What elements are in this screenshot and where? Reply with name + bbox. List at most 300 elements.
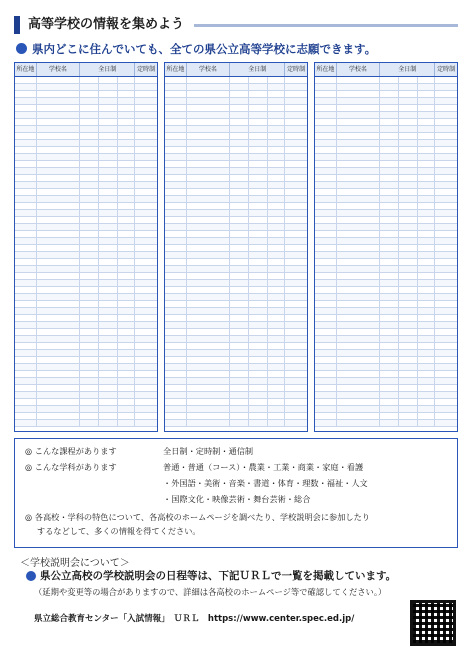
table-cell <box>15 357 37 363</box>
table-cell <box>285 273 307 279</box>
table-cell <box>118 140 136 146</box>
table-cell <box>15 175 37 181</box>
table-cell <box>118 385 136 391</box>
table-cell <box>165 154 187 160</box>
table-cell <box>99 112 118 118</box>
table-cell <box>99 308 118 314</box>
table-cell <box>187 175 230 181</box>
table-cell <box>37 385 80 391</box>
table-cell <box>315 119 337 125</box>
info-text: 県公立高校の学校説明会の日程等は、下記ＵＲＬで一覧を掲載しています。 <box>40 570 397 582</box>
table-cell <box>230 336 249 342</box>
table-cell <box>315 350 337 356</box>
table-cell <box>230 210 249 216</box>
table-row <box>315 133 457 140</box>
table-row <box>315 280 457 287</box>
table-cell <box>187 259 230 265</box>
table-cell <box>15 140 37 146</box>
table-cell <box>15 98 37 104</box>
table-cell <box>315 98 337 104</box>
table-cell <box>187 126 230 132</box>
table-cell <box>435 147 457 153</box>
table-cell <box>15 224 37 230</box>
table-cell <box>80 329 99 335</box>
table-cell <box>99 196 118 202</box>
table-row <box>165 392 307 399</box>
table-cell <box>118 252 136 258</box>
table-cell <box>37 252 80 258</box>
footer-url[interactable]: 県立総合教育センター「入試情報」 ＵＲＬ https://www.center.spec.ed.jp/ <box>34 614 355 624</box>
table-cell <box>337 245 380 251</box>
table-cell <box>315 154 337 160</box>
table-cell <box>268 196 286 202</box>
table-cell <box>399 343 418 349</box>
table-cell <box>15 238 37 244</box>
table-cell <box>230 371 249 377</box>
table-cell <box>268 112 286 118</box>
table-row <box>165 98 307 105</box>
table-row <box>315 266 457 273</box>
table-cell <box>435 189 457 195</box>
table-cell <box>165 301 187 307</box>
table-cell <box>399 315 418 321</box>
table-cell <box>337 161 380 167</box>
table-row <box>15 315 157 322</box>
table-cell <box>15 189 37 195</box>
table-cell <box>249 133 268 139</box>
table-cell <box>37 84 80 90</box>
table-cell <box>118 105 136 111</box>
table-cell <box>187 238 230 244</box>
column-header: 定時制 <box>137 66 156 73</box>
table-cell <box>118 329 136 335</box>
table-cell <box>135 98 157 104</box>
table-cell <box>165 182 187 188</box>
table-cell <box>230 259 249 265</box>
table-cell <box>418 315 436 321</box>
table-cell <box>15 266 37 272</box>
table-cell <box>337 182 380 188</box>
table-cell <box>380 336 399 342</box>
column-header: 全日制 <box>80 63 135 76</box>
table-cell <box>315 266 337 272</box>
table-cell <box>165 217 187 223</box>
table-cell <box>315 203 337 209</box>
table-cell <box>118 273 136 279</box>
table-cell <box>418 308 436 314</box>
table-cell <box>118 378 136 384</box>
table-cell <box>37 259 80 265</box>
table-cell <box>435 420 457 426</box>
table-cell <box>380 105 399 111</box>
table-cell <box>99 217 118 223</box>
table-cell <box>99 77 118 83</box>
table-cell <box>187 322 230 328</box>
table-cell <box>80 252 99 258</box>
table-cell <box>99 238 118 244</box>
table-cell <box>268 420 286 426</box>
table-cell <box>80 357 99 363</box>
table-row <box>315 392 457 399</box>
table-row <box>15 175 157 182</box>
table-cell <box>285 266 307 272</box>
table-cell <box>37 308 80 314</box>
table-cell <box>80 189 99 195</box>
table-row <box>165 154 307 161</box>
table-cell <box>99 371 118 377</box>
table-cell <box>165 308 187 314</box>
table-cell <box>337 119 380 125</box>
banner-text: 県内どこに住んでいても、全ての県公立高等学校に志願できます。 <box>32 42 377 56</box>
table-cell <box>187 287 230 293</box>
table-cell <box>187 252 230 258</box>
table-cell <box>315 294 337 300</box>
table-cell <box>268 364 286 370</box>
table-row <box>315 378 457 385</box>
table-cell <box>187 399 230 405</box>
table-cell <box>399 350 418 356</box>
table-row <box>15 287 157 294</box>
table-cell <box>418 322 436 328</box>
table-cell <box>187 105 230 111</box>
table-cell <box>135 301 157 307</box>
table-row <box>15 343 157 350</box>
table-row <box>15 245 157 252</box>
table-cell <box>80 336 99 342</box>
table-cell <box>337 413 380 419</box>
table-cell <box>380 252 399 258</box>
table-cell <box>37 329 80 335</box>
table-cell <box>380 287 399 293</box>
table-cell <box>399 371 418 377</box>
table-cell <box>37 231 80 237</box>
table-row <box>315 343 457 350</box>
table-cell <box>285 350 307 356</box>
table-cell <box>399 168 418 174</box>
table-cell <box>135 147 157 153</box>
table-cell <box>285 84 307 90</box>
table-cell <box>268 147 286 153</box>
table-cell <box>15 308 37 314</box>
table-cell <box>315 210 337 216</box>
table-cell <box>435 308 457 314</box>
table-cell <box>249 238 268 244</box>
table-cell <box>315 133 337 139</box>
table-row <box>165 287 307 294</box>
table-row <box>315 301 457 308</box>
table-cell <box>15 322 37 328</box>
table-cell <box>337 175 380 181</box>
table-row <box>165 315 307 322</box>
table-cell <box>187 133 230 139</box>
table-cell <box>80 112 99 118</box>
table-cell <box>135 399 157 405</box>
table-cell <box>249 196 268 202</box>
table-cell <box>315 112 337 118</box>
table-row <box>165 133 307 140</box>
table-cell <box>315 364 337 370</box>
table-cell <box>165 336 187 342</box>
table-row <box>315 98 457 105</box>
table-cell <box>249 399 268 405</box>
table-cell <box>380 238 399 244</box>
table-row <box>15 105 157 112</box>
table-cell <box>80 182 99 188</box>
table-row <box>315 406 457 413</box>
table-cell <box>399 357 418 363</box>
table-cell <box>165 140 187 146</box>
table-cell <box>399 77 418 83</box>
table-cell <box>230 420 249 426</box>
table-cell <box>187 154 230 160</box>
table-cell <box>187 266 230 272</box>
table-cell <box>165 161 187 167</box>
table-cell <box>337 280 380 286</box>
table-cell <box>15 91 37 97</box>
table-cell <box>80 203 99 209</box>
school-table-middle <box>164 62 308 432</box>
table-row <box>15 280 157 287</box>
table-row <box>315 217 457 224</box>
table-cell <box>187 406 230 412</box>
table-row <box>15 203 157 210</box>
table-cell <box>285 259 307 265</box>
table-cell <box>249 98 268 104</box>
table-row <box>315 399 457 406</box>
table-row <box>165 259 307 266</box>
table-cell <box>285 301 307 307</box>
table-cell <box>80 140 99 146</box>
table-cell <box>80 308 99 314</box>
table-cell <box>230 294 249 300</box>
table-row <box>165 273 307 280</box>
table-cell <box>337 196 380 202</box>
school-table-left <box>14 62 158 432</box>
qr-code-icon[interactable] <box>410 600 456 646</box>
table-cell <box>165 105 187 111</box>
table-cell <box>380 273 399 279</box>
table-cell <box>380 224 399 230</box>
table-row <box>315 357 457 364</box>
table-body <box>15 77 157 431</box>
table-cell <box>165 364 187 370</box>
table-cell <box>399 182 418 188</box>
table-cell <box>135 378 157 384</box>
table-cell <box>268 105 286 111</box>
table-cell <box>285 119 307 125</box>
table-cell <box>135 175 157 181</box>
table-cell <box>285 112 307 118</box>
table-cell <box>249 210 268 216</box>
table-cell <box>418 420 436 426</box>
table-cell <box>99 203 118 209</box>
table-cell <box>249 308 268 314</box>
page-title: 高等学校の情報を集めよう <box>28 17 185 32</box>
table-cell <box>80 280 99 286</box>
table-cell <box>80 322 99 328</box>
table-cell <box>230 203 249 209</box>
table-cell <box>435 287 457 293</box>
table-cell <box>99 301 118 307</box>
table-cell <box>268 357 286 363</box>
table-cell <box>99 385 118 391</box>
table-cell <box>380 91 399 97</box>
table-cell <box>187 245 230 251</box>
table-row <box>15 301 157 308</box>
table-cell <box>380 420 399 426</box>
table-cell <box>285 329 307 335</box>
table-cell <box>99 98 118 104</box>
note-courses-value: 全日制・定時制・通信制 <box>163 446 254 456</box>
table-cell <box>37 399 80 405</box>
table-cell <box>80 224 99 230</box>
bullet-icon <box>16 43 27 54</box>
table-cell <box>15 413 37 419</box>
table-cell <box>337 91 380 97</box>
table-cell <box>249 189 268 195</box>
table-cell <box>230 385 249 391</box>
table-cell <box>249 217 268 223</box>
table-cell <box>315 168 337 174</box>
table-row <box>165 238 307 245</box>
table-cell <box>380 392 399 398</box>
table-cell <box>80 147 99 153</box>
table-cell <box>37 273 80 279</box>
table-cell <box>399 112 418 118</box>
table-cell <box>249 364 268 370</box>
table-cell <box>285 161 307 167</box>
table-cell <box>135 217 157 223</box>
table-row <box>165 399 307 406</box>
table-cell <box>165 287 187 293</box>
table-cell <box>165 294 187 300</box>
table-row <box>315 77 457 84</box>
table-cell <box>37 203 80 209</box>
table-cell <box>187 182 230 188</box>
table-cell <box>435 98 457 104</box>
table-cell <box>118 287 136 293</box>
table-cell <box>135 392 157 398</box>
table-cell <box>118 210 136 216</box>
table-cell <box>135 329 157 335</box>
table-cell <box>435 161 457 167</box>
table-cell <box>380 154 399 160</box>
table-cell <box>187 77 230 83</box>
table-row <box>15 322 157 329</box>
table-row <box>15 385 157 392</box>
table-cell <box>99 273 118 279</box>
table-cell <box>315 343 337 349</box>
table-cell <box>135 350 157 356</box>
table-cell <box>268 175 286 181</box>
table-row <box>315 126 457 133</box>
table-cell <box>99 406 118 412</box>
table-cell <box>37 91 80 97</box>
note-subjects-value: 普通・普通（コース）・農業・工業・商業・家庭・看護 <box>163 462 364 472</box>
table-cell <box>135 315 157 321</box>
table-cell <box>118 147 136 153</box>
table-cell <box>37 420 80 426</box>
table-cell <box>37 357 80 363</box>
table-cell <box>135 238 157 244</box>
table-cell <box>15 385 37 391</box>
table-cell <box>99 161 118 167</box>
table-row <box>15 91 157 98</box>
table-cell <box>99 322 118 328</box>
table-cell <box>15 301 37 307</box>
table-cell <box>399 224 418 230</box>
table-cell <box>15 287 37 293</box>
table-cell <box>337 168 380 174</box>
table-cell <box>418 147 436 153</box>
table-cell <box>418 245 436 251</box>
table-cell <box>99 420 118 426</box>
table-cell <box>249 371 268 377</box>
table-cell <box>165 224 187 230</box>
table-cell <box>285 168 307 174</box>
table-cell <box>37 371 80 377</box>
table-cell <box>230 84 249 90</box>
table-cell <box>315 287 337 293</box>
table-cell <box>37 140 80 146</box>
table-cell <box>187 378 230 384</box>
note-advice: ◎ 各高校・学科の特色について、各高校のホームページを調べたり、学校説明会に参加したり <box>25 512 370 522</box>
header-accent-bar <box>14 16 20 34</box>
table-cell <box>285 385 307 391</box>
table-row <box>165 252 307 259</box>
table-cell <box>268 98 286 104</box>
table-cell <box>187 357 230 363</box>
table-cell <box>37 168 80 174</box>
table-cell <box>285 378 307 384</box>
table-row <box>165 175 307 182</box>
table-cell <box>230 308 249 314</box>
table-cell <box>249 420 268 426</box>
table-cell <box>337 273 380 279</box>
table-cell <box>135 105 157 111</box>
table-cell <box>268 203 286 209</box>
school-table-right <box>314 62 458 432</box>
table-cell <box>380 357 399 363</box>
table-cell <box>435 168 457 174</box>
table-cell <box>268 238 286 244</box>
table-cell <box>135 357 157 363</box>
table-cell <box>337 266 380 272</box>
table-cell <box>337 378 380 384</box>
table-cell <box>230 182 249 188</box>
table-cell <box>37 175 80 181</box>
table-cell <box>15 161 37 167</box>
table-cell <box>268 217 286 223</box>
table-cell <box>285 399 307 405</box>
table-row <box>315 203 457 210</box>
table-cell <box>99 133 118 139</box>
table-cell <box>135 119 157 125</box>
table-cell <box>380 210 399 216</box>
table-cell <box>380 259 399 265</box>
table-cell <box>15 77 37 83</box>
table-cell <box>187 301 230 307</box>
table-cell <box>399 161 418 167</box>
table-cell <box>99 140 118 146</box>
table-cell <box>435 133 457 139</box>
table-cell <box>99 350 118 356</box>
table-cell <box>80 105 99 111</box>
table-cell <box>380 385 399 391</box>
table-row <box>15 189 157 196</box>
table-cell <box>249 343 268 349</box>
table-row <box>165 224 307 231</box>
